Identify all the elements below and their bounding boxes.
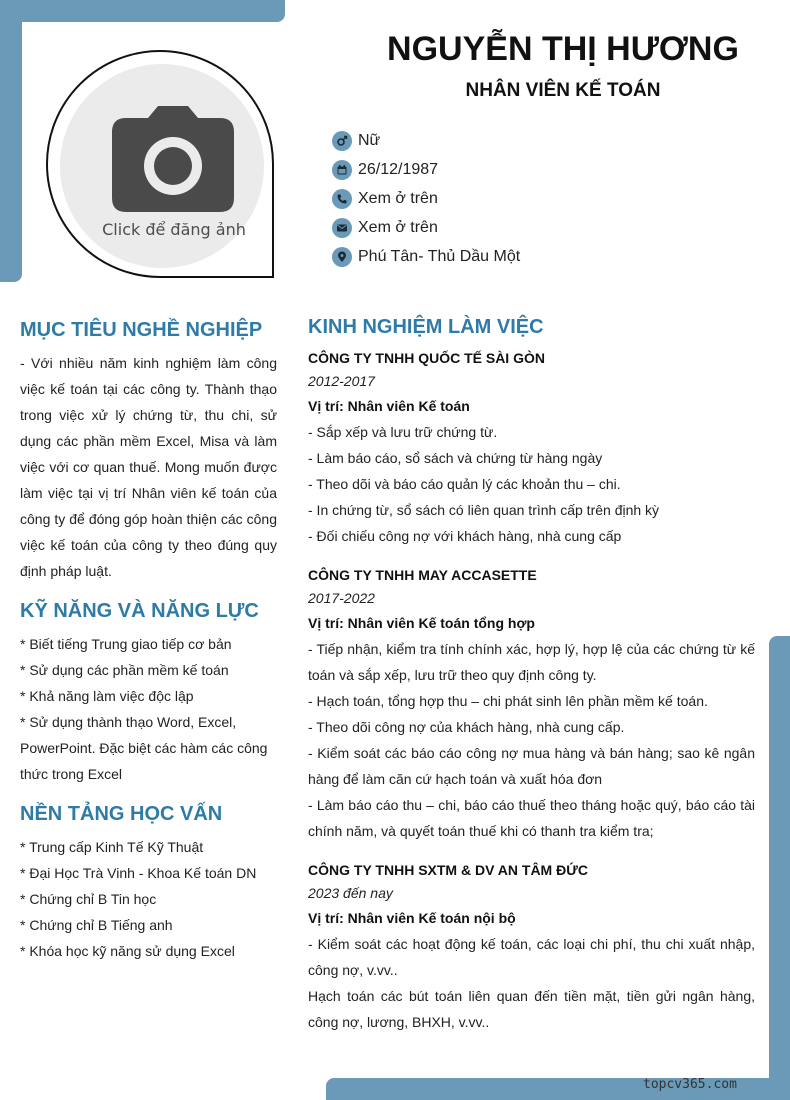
duty-item: - Theo dõi công nợ của khách hàng, nhà cung cấp. bbox=[308, 719, 625, 735]
duty-item: - Kiểm soát các báo cáo công nợ mua hàng và bán hàng; sao kê ngân hàng để làm căn cứ hạch toán và xuất hóa đơn bbox=[308, 745, 755, 787]
photo-upload-area[interactable] bbox=[60, 64, 264, 268]
top-accent-bar bbox=[0, 0, 285, 22]
contact-text: Nữ bbox=[358, 132, 381, 149]
contact-gender bbox=[332, 130, 380, 152]
job-period: 2012-2017 bbox=[308, 373, 375, 389]
education-heading: NỀN TẢNG HỌC VẤN bbox=[20, 803, 223, 825]
photo-upload-label: Click để đăng ảnh bbox=[102, 220, 246, 239]
contact-phone bbox=[332, 188, 438, 210]
duty-item: - Tiếp nhận, kiểm tra tính chính xác, hợp lý, hợp lệ của các chứng từ kế toán và sắp xếp, lưu trữ theo quy định công ty. bbox=[308, 641, 755, 683]
duty-item: - Làm báo cáo thu – chi, báo cáo thuế theo tháng hoặc quý, báo cáo tài chính năm, và quyết toán thuế khi có thanh tra kiểm tra; bbox=[308, 797, 755, 839]
photo-frame bbox=[46, 50, 274, 278]
skills-list bbox=[20, 631, 277, 787]
job-period: 2023 đến nay bbox=[308, 885, 393, 901]
candidate-name: NGUYỄN THỊ HƯƠNG bbox=[387, 30, 739, 68]
contact-address bbox=[332, 246, 520, 268]
calendar-icon bbox=[332, 160, 352, 180]
contact-birthday bbox=[332, 159, 438, 181]
skill-item: * Biết tiếng Trung giao tiếp cơ bản bbox=[20, 636, 232, 652]
duty-item: - Đối chiếu công nợ với khách hàng, nhà cung cấp bbox=[308, 528, 622, 544]
education-item: * Đại Học Trà Vinh - Khoa Kế toán DN bbox=[20, 865, 257, 881]
experience-heading: KINH NGHIỆM LÀM VIỆC bbox=[308, 316, 544, 338]
email-icon bbox=[332, 218, 352, 238]
job-company: CÔNG TY TNHH SXTM & DV AN TÂM ĐỨC bbox=[308, 862, 588, 878]
job-period: 2017-2022 bbox=[308, 590, 375, 606]
education-list bbox=[20, 834, 277, 964]
duty-item: - Sắp xếp và lưu trữ chứng từ. bbox=[308, 424, 498, 440]
job-position: Vị trí: Nhân viên Kế toán nội bộ bbox=[308, 910, 516, 926]
gender-icon bbox=[332, 131, 352, 151]
duty-item: - Làm báo cáo, sổ sách và chứng từ hàng ngày bbox=[308, 450, 603, 466]
right-accent-bar bbox=[769, 636, 790, 1100]
job-company: CÔNG TY TNHH QUỐC TẾ SÀI GÒN bbox=[308, 350, 545, 366]
job-duties bbox=[308, 931, 755, 1035]
job-duties bbox=[308, 419, 755, 549]
education-item: * Trung cấp Kinh Tế Kỹ Thuật bbox=[20, 839, 204, 855]
contact-text: Xem ở trên bbox=[358, 219, 438, 236]
candidate-title: NHÂN VIÊN KẾ TOÁN bbox=[465, 80, 661, 101]
contact-text: Xem ở trên bbox=[358, 190, 438, 207]
phone-icon bbox=[332, 189, 352, 209]
job-company: CÔNG TY TNHH MAY ACCASETTE bbox=[308, 567, 537, 583]
job-position: Vị trí: Nhân viên Kế toán tổng hợp bbox=[308, 615, 535, 631]
job-position: Vị trí: Nhân viên Kế toán bbox=[308, 398, 470, 414]
duty-item: Hạch toán các bút toán liên quan đến tiền mặt, tiền gửi ngân hàng, công nợ, lương, BHXH, v.vv.. bbox=[308, 988, 755, 1030]
education-item: * Khóa học kỹ năng sử dụng Excel bbox=[20, 943, 235, 959]
skills-heading: KỸ NĂNG VÀ NĂNG LỰC bbox=[20, 600, 259, 622]
duty-item: - Theo dõi và báo cáo quản lý các khoản thu – chi. bbox=[308, 476, 621, 492]
watermark: topcv365.com bbox=[643, 1077, 737, 1092]
skill-item: * Sử dụng thành thạo Word, Excel, PowerPoint. Đặc biệt các hàm các công thức trong Excel bbox=[20, 714, 268, 782]
location-pin-icon bbox=[332, 247, 352, 267]
skill-item: * Khả năng làm việc độc lập bbox=[20, 688, 194, 704]
contact-text: 26/12/1987 bbox=[358, 161, 439, 178]
objective-text: - Với nhiều năm kinh nghiệm làm công việc kế toán tại các công ty. Thành thạo trong việc xử lý chứng từ, thu chi, sử dụng các phần mềm Excel, Misa và làm việc với cơ quan thuế. Mong muốn được làm việc tại vị trí Nhân viên kế toán của công ty để đóng góp hoàn thiện các công việc kế toán của công ty theo đúng quy định pháp luật. bbox=[20, 355, 277, 579]
job-duties bbox=[308, 636, 755, 844]
skill-item: * Sử dụng các phần mềm kế toán bbox=[20, 662, 229, 678]
contact-email bbox=[332, 217, 438, 239]
duty-item: - Kiểm soát các hoạt động kế toán, các loại chi phí, thu chi xuất nhập, công nợ, v.vv.. bbox=[308, 936, 755, 978]
education-item: * Chứng chỉ B Tin học bbox=[20, 891, 157, 907]
contact-text: Phú Tân- Thủ Dầu Một bbox=[358, 248, 521, 265]
objective-heading: MỤC TIÊU NGHỀ NGHIỆP bbox=[20, 319, 263, 341]
duty-item: - Hạch toán, tổng hợp thu – chi phát sinh lên phần mềm kế toán. bbox=[308, 693, 708, 709]
left-accent-bar bbox=[0, 0, 22, 282]
education-item: * Chứng chỉ B Tiếng anh bbox=[20, 917, 173, 933]
camera-icon bbox=[112, 106, 234, 212]
duty-item: - In chứng từ, sổ sách có liên quan trình cấp trên định kỳ bbox=[308, 502, 660, 518]
